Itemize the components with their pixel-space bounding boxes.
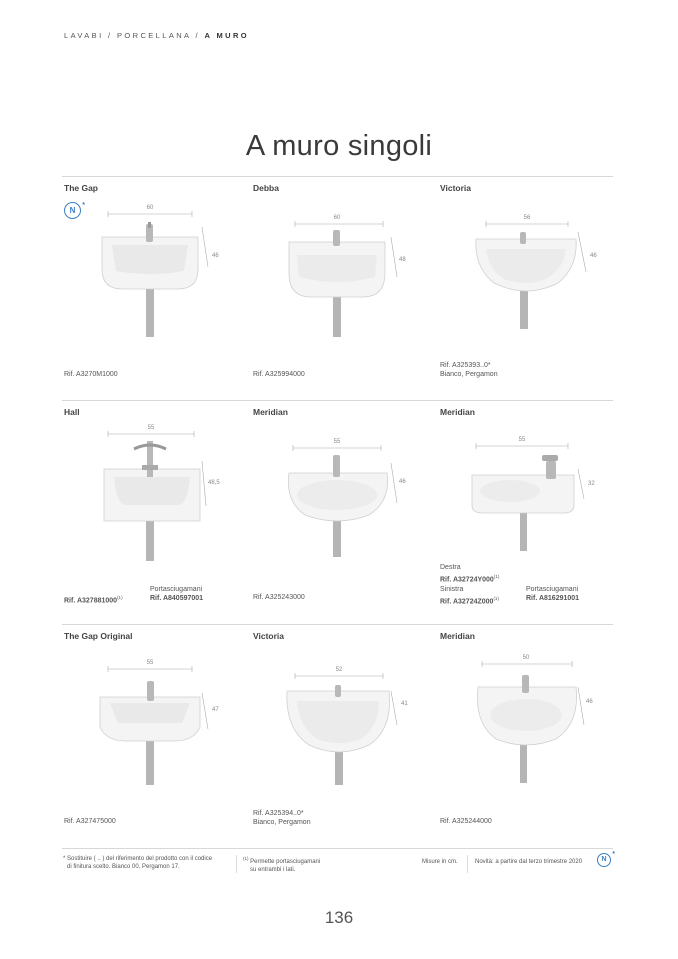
breadcrumb-item[interactable]: PORCELLANA bbox=[117, 31, 192, 40]
finish-options: Bianco, Pergamon bbox=[253, 819, 311, 826]
product-name: The Gap bbox=[64, 183, 99, 193]
product-name: Meridian bbox=[440, 631, 475, 641]
width-dimension: 55 bbox=[518, 437, 526, 443]
product-reference: Rif. A325394..0* Bianco, Pergamon bbox=[253, 810, 311, 826]
width-dimension: 50 bbox=[522, 655, 530, 661]
product-card[interactable] bbox=[251, 183, 431, 395]
depth-dimension: 46 bbox=[590, 253, 597, 259]
page-number: 136 bbox=[324, 908, 354, 927]
product-reference: Rif. A327475000 bbox=[64, 818, 116, 825]
washbasin-image bbox=[438, 197, 618, 347]
product-card[interactable] bbox=[62, 407, 242, 619]
washbasin-image bbox=[62, 645, 242, 795]
washbasin-image bbox=[62, 197, 242, 347]
depth-dimension: 47 bbox=[212, 707, 219, 713]
product-name: Meridian bbox=[440, 407, 475, 417]
breadcrumb-current: A MURO bbox=[204, 31, 250, 40]
product-reference: Rif. A325243000 bbox=[253, 594, 305, 601]
divider bbox=[62, 176, 613, 177]
width-dimension: 55 bbox=[146, 660, 154, 666]
divider bbox=[62, 624, 613, 625]
width-dimension: 60 bbox=[333, 215, 341, 221]
depth-dimension: 46 bbox=[212, 253, 219, 259]
depth-dimension: 46 bbox=[586, 699, 593, 705]
product-card[interactable] bbox=[438, 631, 618, 843]
breadcrumb: LAVABI / PORCELLANA / A MURO bbox=[64, 31, 250, 40]
towel-rail-accessory: Portasciugamani Rif. A816291001 bbox=[526, 586, 580, 602]
depth-dimension: 48 bbox=[399, 257, 406, 263]
towel-rail-accessory: Portasciugamani Rif. A840597001 bbox=[150, 586, 204, 602]
footnote-towel-rail: $^{(1)}$ Permette portasciugamani su entrambi i lati. bbox=[243, 856, 321, 873]
units-note: Misure in cm. bbox=[422, 859, 458, 865]
divider bbox=[236, 855, 237, 873]
product-card[interactable] bbox=[438, 183, 618, 395]
product-reference: Rif. A325393..0* Bianco, Pergamon bbox=[440, 362, 498, 378]
product-name: Victoria bbox=[440, 183, 472, 193]
washbasin-image bbox=[251, 645, 431, 795]
divider bbox=[62, 400, 613, 401]
depth-dimension: 46 bbox=[399, 479, 406, 485]
breadcrumb-item[interactable]: LAVABI bbox=[64, 31, 104, 40]
width-dimension: 55 bbox=[333, 439, 341, 445]
product-reference-left: Sinistra Rif. A32724Z000$^{(1)}$ bbox=[440, 586, 499, 606]
product-card[interactable] bbox=[62, 631, 242, 843]
washbasin-image bbox=[251, 421, 431, 571]
divider bbox=[62, 848, 613, 849]
washbasin-image bbox=[438, 421, 618, 571]
width-dimension: 55 bbox=[147, 425, 155, 431]
width-dimension: 60 bbox=[146, 205, 154, 211]
page-title: A muro singoli bbox=[245, 130, 433, 162]
depth-dimension: 41 bbox=[401, 701, 408, 707]
product-reference: Rif. A327881000$^{(1)}$ bbox=[64, 595, 123, 605]
depth-dimension: 32 bbox=[588, 481, 595, 487]
novelty-note: Novità: a partire dal terzo trimestre 2020 bbox=[475, 859, 583, 865]
product-card[interactable] bbox=[62, 183, 242, 395]
product-name: The Gap Original bbox=[64, 631, 133, 641]
product-reference: Rif. A325994000 bbox=[253, 371, 305, 378]
depth-dimension: 48,5 bbox=[208, 480, 220, 486]
new-product-badge: N * bbox=[597, 853, 611, 867]
width-dimension: 52 bbox=[335, 667, 343, 673]
product-card[interactable] bbox=[438, 407, 618, 619]
washbasin-image bbox=[251, 197, 431, 347]
product-reference-right: Destra Rif. A32724Y000$^{(1)}$ bbox=[440, 564, 500, 584]
product-card[interactable] bbox=[251, 631, 431, 843]
product-card[interactable] bbox=[251, 407, 431, 619]
product-name: Hall bbox=[64, 407, 80, 417]
width-dimension: 56 bbox=[523, 215, 531, 221]
product-reference: Rif. A3270M1000 bbox=[64, 371, 118, 378]
new-product-badge: N * bbox=[64, 202, 81, 219]
washbasin-image bbox=[62, 421, 242, 571]
product-name: Debba bbox=[253, 183, 279, 193]
product-name: Meridian bbox=[253, 407, 288, 417]
product-name: Victoria bbox=[253, 631, 285, 641]
divider bbox=[467, 855, 468, 873]
footnote-finish: * Sostituire ( .. ) del riferimento del prodotto con il codice di finitura scelto. Bianco 00, Pergamon 17. bbox=[63, 856, 213, 870]
washbasin-image bbox=[438, 645, 618, 795]
finish-options: Bianco, Pergamon bbox=[440, 371, 498, 378]
product-reference: Rif. A325244000 bbox=[440, 818, 492, 825]
